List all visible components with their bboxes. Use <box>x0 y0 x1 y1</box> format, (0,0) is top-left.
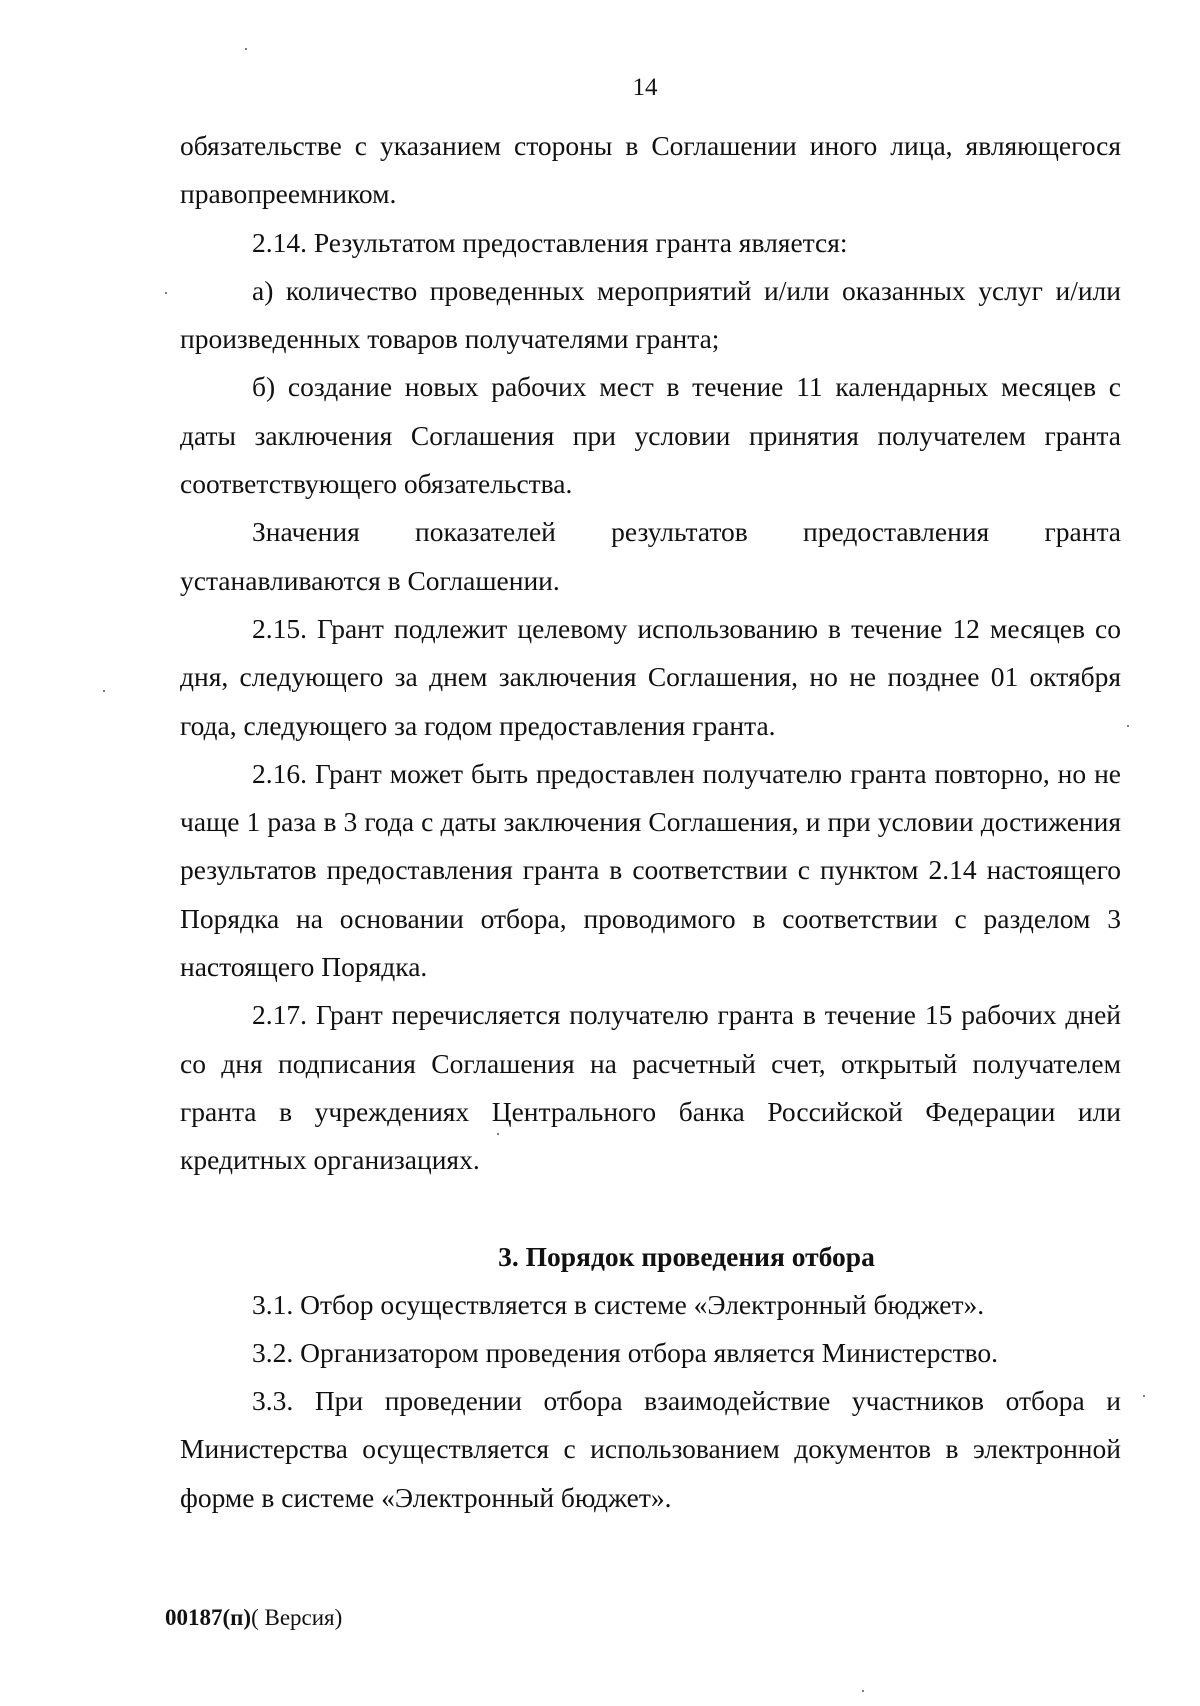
scan-speck <box>1143 1395 1145 1397</box>
footer-version: ( Версия) <box>251 1605 343 1630</box>
page-number: 14 <box>632 74 658 101</box>
scan-speck <box>497 1133 499 1135</box>
paragraph-3-3: 3.3. При проведении отбора взаимодействие участников отбора и Министерства осуществляется с использованием документов в электронной форме в системе «Электронный бюджет». <box>180 1385 1121 1513</box>
paragraph-2-14-a: а) количество проведенных мероприятий и/или оказанных услуг и/или произведенных товаров получателями гранта; <box>180 274 1121 355</box>
paragraph-2-17: 2.17. Грант перечисляется получателю гранта в течение 15 рабочих дней со дня подписания Соглашения на расчетный счет, открытый получателем гранта в учреждениях Центрального банка Российской Федерации или кредитных организациях. <box>180 999 1121 1176</box>
paragraph-2-14: 2.14. Результатом предоставления гранта является: <box>252 226 848 258</box>
paragraph-continuation: обязательстве с указанием стороны в Соглашении иного лица, являющегося правопреемником. <box>180 130 1121 210</box>
scan-speck <box>165 292 167 294</box>
scan-speck <box>862 1690 864 1692</box>
section-3-heading: 3. Порядок проведения отбора <box>498 1240 875 1272</box>
paragraph-indicator-values: Значения показателей результатов предоставления гранта устанавливаются в Соглашении. <box>180 516 1121 596</box>
scan-speck <box>245 48 247 50</box>
document-body <box>180 122 1121 1522</box>
footer-document-code <box>165 1603 342 1633</box>
scan-speck <box>1127 725 1129 727</box>
footer-code: 00187(п) <box>165 1605 252 1630</box>
paragraph-2-16: 2.16. Грант может быть предоставлен получателю гранта повторно, но не чаще 1 раза в 3 года с даты заключения Соглашения, и при условии достижения результатов предоставления гранта в соответствии с пунктом 2.14 настоящего Порядка на основании отбора, проводимого в соответствии с разделом 3 настоящего Порядка. <box>180 757 1121 983</box>
paragraph-3-1: 3.1. Отбор осуществляется в системе «Электронный бюджет». <box>252 1288 985 1320</box>
paragraph-2-14-b: б) создание новых рабочих мест в течение 11 календарных месяцев с даты заключения Соглашения при условии принятия получателем гранта соответствующего обязательства. <box>180 371 1121 500</box>
paragraph-3-2: 3.2. Организатором проведения отбора является Министерство. <box>252 1336 999 1368</box>
scan-speck <box>103 690 105 692</box>
paragraph-2-15: 2.15. Грант подлежит целевому использованию в течение 12 месяцев со дня, следующего за днем заключения Соглашения, но не позднее 01 октября года, следующего за годом предоставления гранта. <box>180 612 1121 741</box>
